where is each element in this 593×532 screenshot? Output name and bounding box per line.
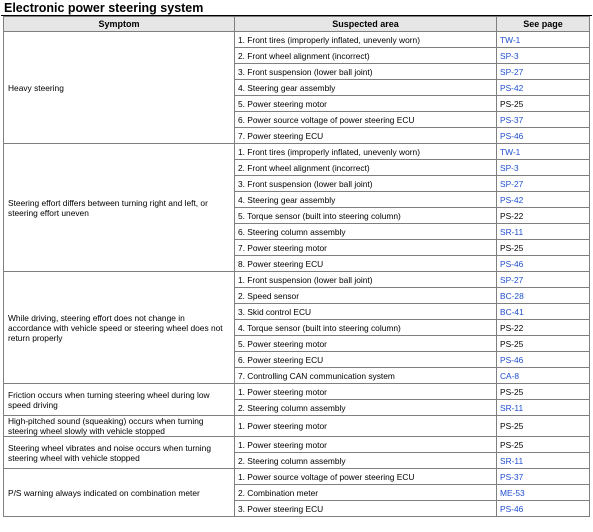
table-row [4,32,590,48]
suspected-area-cell: 4. Torque sensor (built into steering column) [235,320,497,336]
table-row [4,469,590,485]
suspected-area-cell: 2. Front wheel alignment (incorrect) [235,48,497,64]
see-page-link[interactable]: SP-27 [497,64,590,80]
see-page-cell: PS-25 [497,437,590,453]
suspected-area-cell: 6. Steering column assembly [235,224,497,240]
column-header-symptom: Symptom [4,17,235,32]
symptom-cell: While driving, steering effort does not change in accordance with vehicle speed or steering wheel does not return properly [4,272,235,384]
suspected-area-cell: 5. Power steering motor [235,96,497,112]
suspected-area-cell: 1. Front tires (improperly inflated, unevenly worn) [235,32,497,48]
see-page-link[interactable]: PS-46 [497,256,590,272]
column-header-suspected-area: Suspected area [235,17,497,32]
see-page-link[interactable]: PS-42 [497,192,590,208]
symptom-cell: Steering effort differs between turning right and left, or steering effort uneven [4,144,235,272]
see-page-link[interactable]: SR-11 [497,224,590,240]
suspected-area-cell: 1. Front suspension (lower ball joint) [235,272,497,288]
suspected-area-cell: 5. Power steering motor [235,336,497,352]
see-page-link[interactable]: PS-42 [497,80,590,96]
suspected-area-cell: 2. Steering column assembly [235,400,497,416]
suspected-area-cell: 1. Power steering motor [235,384,497,400]
suspected-area-cell: 7. Power steering motor [235,240,497,256]
see-page-cell: PS-25 [497,96,590,112]
suspected-area-cell: 2. Steering column assembly [235,453,497,469]
table-row [4,416,590,437]
suspected-area-cell: 2. Combination meter [235,485,497,501]
see-page-link[interactable]: CA-8 [497,368,590,384]
see-page-cell: PS-25 [497,384,590,400]
symptom-cell: P/S warning always indicated on combination meter [4,469,235,517]
see-page-link[interactable]: PS-46 [497,128,590,144]
diagnosis-table [3,16,590,517]
suspected-area-cell: 1. Front tires (improperly inflated, unevenly worn) [235,144,497,160]
see-page-link[interactable]: SP-27 [497,176,590,192]
suspected-area-cell: 3. Skid control ECU [235,304,497,320]
table-header-row [4,17,590,32]
see-page-link[interactable]: TW-1 [497,144,590,160]
suspected-area-cell: 2. Front wheel alignment (incorrect) [235,160,497,176]
symptom-cell: Steering wheel vibrates and noise occurs when turning steering wheel with vehicle stopped [4,437,235,469]
see-page-link[interactable]: PS-37 [497,469,590,485]
suspected-area-cell: 6. Power source voltage of power steering ECU [235,112,497,128]
symptom-cell: Friction occurs when turning steering wheel during low speed driving [4,384,235,416]
suspected-area-cell: 6. Power steering ECU [235,352,497,368]
suspected-area-cell: 1. Power source voltage of power steering ECU [235,469,497,485]
suspected-area-cell: 3. Power steering ECU [235,501,497,517]
suspected-area-cell: 1. Power steering motor [235,416,497,437]
see-page-link[interactable]: PS-46 [497,352,590,368]
table-row [4,437,590,453]
symptom-cell: High-pitched sound (squeaking) occurs when turning steering wheel slowly with vehicle stopped [4,416,235,437]
see-page-link[interactable]: SR-11 [497,453,590,469]
see-page-cell: PS-25 [497,336,590,352]
table-row [4,384,590,400]
table-row [4,144,590,160]
symptom-cell: Heavy steering [4,32,235,144]
suspected-area-cell: 8. Power steering ECU [235,256,497,272]
see-page-link[interactable]: ME-53 [497,485,590,501]
suspected-area-cell: 7. Power steering ECU [235,128,497,144]
suspected-area-cell: 4. Steering gear assembly [235,80,497,96]
table-row [4,272,590,288]
see-page-link[interactable]: PS-37 [497,112,590,128]
see-page-cell: PS-22 [497,320,590,336]
see-page-link[interactable]: TW-1 [497,32,590,48]
see-page-link[interactable]: SP-3 [497,160,590,176]
see-page-link[interactable]: SP-27 [497,272,590,288]
see-page-cell: PS-25 [497,240,590,256]
see-page-link[interactable]: PS-46 [497,501,590,517]
column-header-see-page: See page [497,17,590,32]
page-title: Electronic power steering system [4,1,204,15]
see-page-link[interactable]: SR-11 [497,400,590,416]
suspected-area-cell: 3. Front suspension (lower ball joint) [235,64,497,80]
see-page-cell: PS-22 [497,208,590,224]
see-page-link[interactable]: BC-41 [497,304,590,320]
suspected-area-cell: 4. Steering gear assembly [235,192,497,208]
see-page-cell: PS-25 [497,416,590,437]
suspected-area-cell: 5. Torque sensor (built into steering column) [235,208,497,224]
see-page-link[interactable]: BC-28 [497,288,590,304]
suspected-area-cell: 7. Controlling CAN communication system [235,368,497,384]
table-body [4,32,590,517]
suspected-area-cell: 3. Front suspension (lower ball joint) [235,176,497,192]
see-page-link[interactable]: SP-3 [497,48,590,64]
suspected-area-cell: 1. Power steering motor [235,437,497,453]
suspected-area-cell: 2. Speed sensor [235,288,497,304]
